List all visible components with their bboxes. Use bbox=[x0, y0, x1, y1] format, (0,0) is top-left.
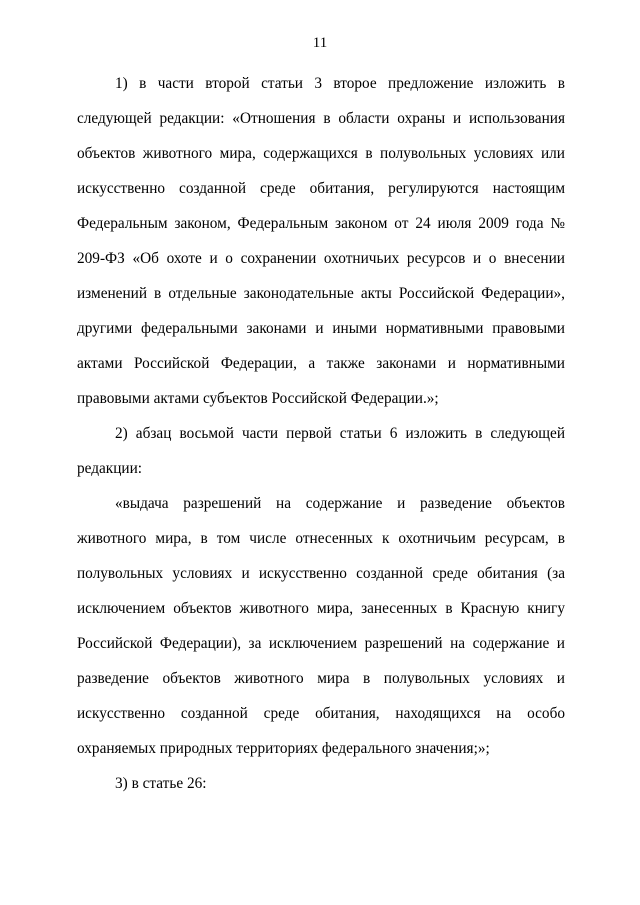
page-number: 11 bbox=[312, 35, 328, 51]
paragraph-item-1: 1) в части второй статьи 3 второе предложение изложить в следующей редакции: «Отношения в области охраны и использования объектов животного мира, содержащихся в полувольных условиях или искусственно созданной среде обитания, регулируются настоящим Федеральным законом, Федеральным законом от 24 июля 2009 года № 209-ФЗ «Об охоте и о сохранении охотничьих ресурсов и о внесении изменений в отдельные законодательные акты Российской Федерации», другими федеральными законами и иными нормативными правовыми актами Российской Федерации, а также законами и нормативными правовыми актами субъектов Российской Федерации.»; bbox=[77, 75, 565, 407]
paragraph-item-2: 2) абзац восьмой части первой статьи 6 изложить в следующей редакции: bbox=[77, 425, 565, 477]
document-body bbox=[77, 66, 565, 801]
paragraph-quoted-amendment: «выдача разрешений на содержание и разведение объектов животного мира, в том числе отнесенных к охотничьим ресурсам, в полувольных условиях и искусственно созданной среде обитания (за исключением объектов животного мира, занесенных в Красную книгу Российской Федерации), за исключением разрешений на содержание и разведение объектов животного мира в полувольных условиях и искусственно созданной среде обитания, находящихся на особо охраняемых природных территориях федерального значения;»; bbox=[77, 495, 565, 757]
paragraph-item-3: 3) в статье 26: bbox=[115, 775, 207, 792]
